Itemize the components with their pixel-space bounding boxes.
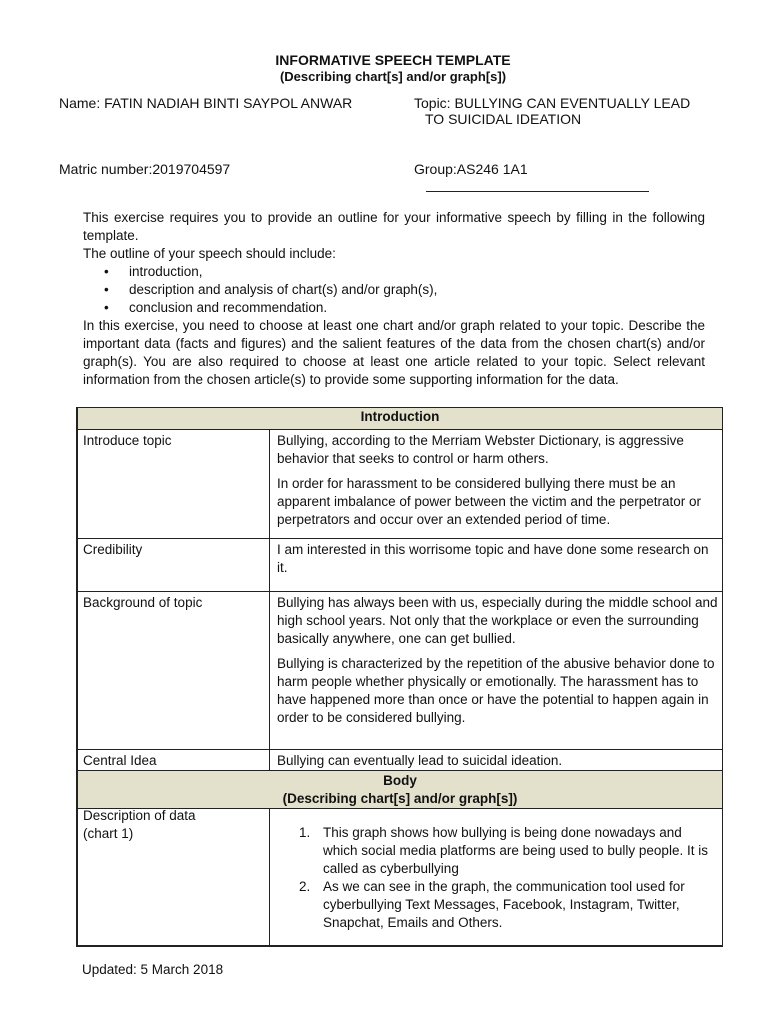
row-label: Credibility xyxy=(83,542,143,557)
document-title: INFORMATIVE SPEECH TEMPLATE xyxy=(275,52,511,68)
table-row-central-idea xyxy=(78,749,722,770)
topic-field-line2: TO SUICIDAL IDEATION xyxy=(425,111,582,127)
row-content: I am interested in this worrisome topic and have done some research on it. xyxy=(277,542,709,575)
row-label: Background of topic xyxy=(83,595,203,610)
table-row-description-of-data xyxy=(78,808,722,946)
row-content: Bullying, according to the Merriam Webster Dictionary, is aggressive behavior that seeks to control or harm others. In order for harassment to be considered bullying there must be an apparent imbalance of power between the victim and the perpetrator or perpetrators and occur over an extended period of time. xyxy=(277,433,701,527)
row-label: Description of data (chart 1) xyxy=(83,808,196,841)
data-description-list xyxy=(277,824,718,932)
bullet-icon: • xyxy=(104,264,109,279)
list-item: 1. This graph shows how bullying is being done nowadays and which social media platforms are being used to bully people. It is called as cyberbullying xyxy=(299,825,708,876)
outline-item: • conclusion and recommendation. xyxy=(104,300,328,315)
row-content xyxy=(277,824,718,932)
group-underline xyxy=(426,191,649,192)
row-content: Bullying has always been with us, especially during the middle school and high school years. Not only that the workplace or even the surrounding basically anywhere, one can get bullied. Bullying is characterized by the repetition of the abusive behavior done to harm people whether physically or emotionally. The harassment has to have happened more than once or have the potential to happen again in order to be considered bullying. xyxy=(277,595,718,725)
bullet-icon: • xyxy=(104,282,109,297)
name-field: Name: FATIN NADIAH BINTI SAYPOL ANWAR xyxy=(59,95,353,111)
instructions-para1: This exercise requires you to provide an outline for your informative speech by filling in the following template. xyxy=(83,210,705,243)
row-content: Bullying can eventually lead to suicidal ideation. xyxy=(277,753,563,768)
instructions-para2: The outline of your speech should include: xyxy=(83,246,336,261)
updated-date: Updated: 5 March 2018 xyxy=(82,962,224,977)
outline-item: • description and analysis of chart(s) and/or graph(s), xyxy=(104,282,438,297)
outline-list xyxy=(83,263,705,317)
instructions-para3: In this exercise, you need to choose at least one chart and/or graph related to your topic. Describe the important data (facts and figures) and the salient features of the data from the chosen chart(s) and/or graph(s). You are also required to choose at least one article related to your topic. Select relevant information from the chosen article(s) to provide some supporting information for the data. xyxy=(83,318,705,387)
bullet-icon: • xyxy=(104,300,109,315)
body-header: Body (Describing chart[s] and/or graph[s]) xyxy=(78,770,722,808)
group-field: Group:AS246 1A1 xyxy=(414,161,528,177)
introduction-header: Introduction xyxy=(78,408,722,429)
row-label: Introduce topic xyxy=(83,433,172,448)
outline-item: • introduction, xyxy=(104,264,203,279)
document-subtitle: (Describing chart[s] and/or graph[s]) xyxy=(279,69,507,84)
matric-number-field: Matric number:2019704597 xyxy=(59,161,231,177)
table-row-introduce-topic xyxy=(78,429,722,538)
table-row-credibility xyxy=(78,538,722,591)
list-item: 2. As we can see in the graph, the communication tool used for cyberbullying Text Messages, Facebook, Instagram, Twitter, Snapchat, Emails and Others. xyxy=(299,879,685,930)
table-row-background xyxy=(78,591,722,749)
instructions xyxy=(83,209,705,389)
topic-field-line1: Topic: BULLYING CAN EVENTUALLY LEAD xyxy=(414,95,691,111)
speech-outline-table xyxy=(76,407,723,947)
row-label: Central Idea xyxy=(83,753,157,768)
